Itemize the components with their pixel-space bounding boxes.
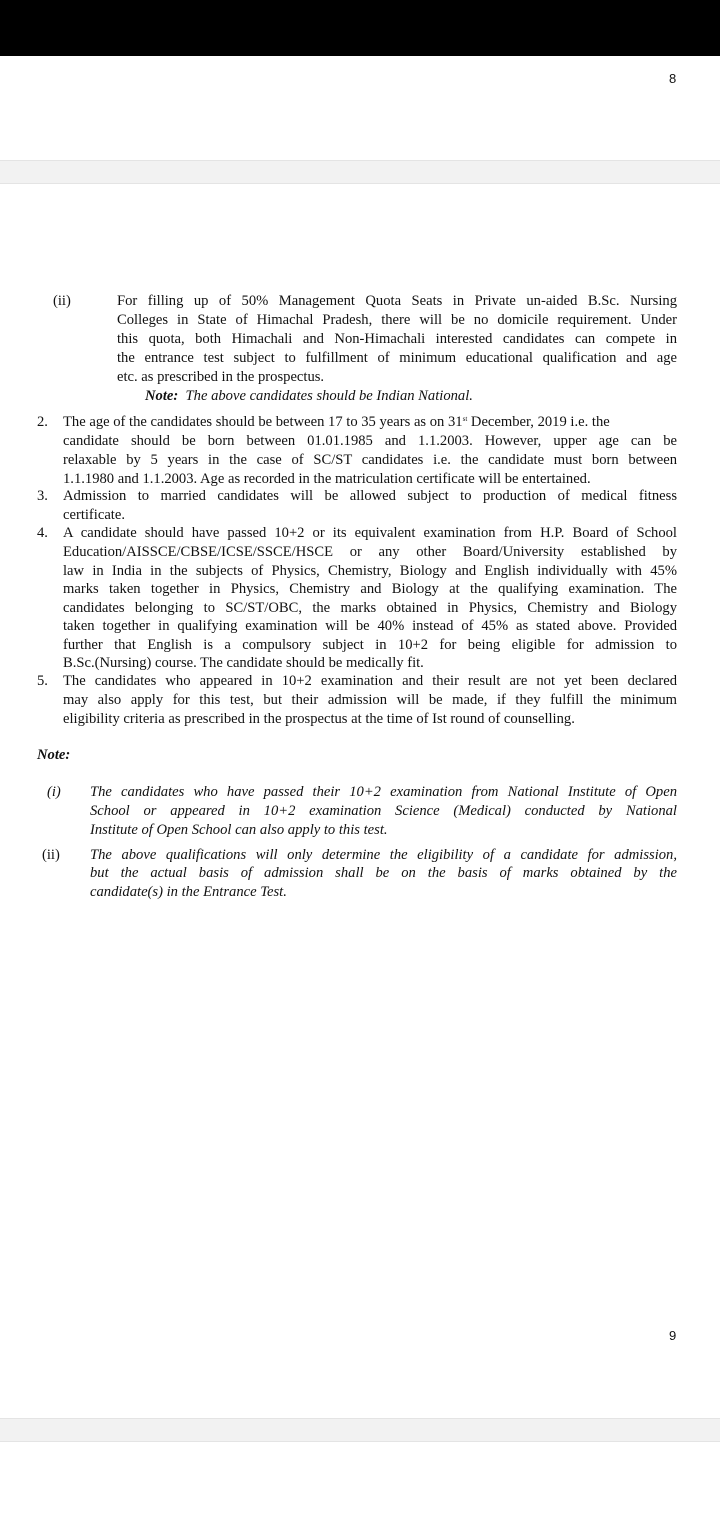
item-4-line: Education/AISSCE/CBSE/ICSE/SSCE/HSCE or any other Board/University established by [63, 544, 677, 560]
item-ii-line: the entrance test subject to fulfillment of minimum educational qualification and age [117, 350, 677, 366]
item-3-line: certificate. [63, 507, 125, 523]
item-ii-line: For filling up of 50% Management Quota Seats in Private un-aided B.Sc. Nursing [117, 293, 677, 309]
item-2-line: 1.1.1980 and 1.1.2003. Age as recorded in the matriculation certificate will be entertained. [63, 471, 591, 487]
item-ii-note [145, 387, 473, 406]
item-5-line: The candidates who appeared in 10+2 examination and their result are not yet been declared [63, 673, 677, 689]
item-4-line: candidates belonging to SC/ST/OBC, the marks obtained in Physics, Chemistry and Biology [63, 600, 677, 616]
page-separator [0, 1418, 720, 1442]
note-heading: Note: [37, 747, 71, 763]
note-ii-line: candidate(s) in the Entrance Test. [90, 884, 287, 900]
item-ii-marker: (ii) [53, 293, 71, 309]
item-4-line: taken together in qualifying examination will be 40% instead of 45% as stated above. Provided [63, 618, 677, 634]
item-2-line: candidate should be born between 01.01.1985 and 1.1.2003. However, upper age can be [63, 433, 677, 449]
note-ii-line: but the actual basis of admission shall be on the basis of marks obtained by the [90, 865, 677, 881]
note-text: The above candidates should be Indian National. [185, 388, 473, 404]
note-ii-line: The above qualifications will only determine the eligibility of a candidate for admission, [90, 847, 677, 863]
item-2-line [63, 413, 610, 432]
status-bar [0, 0, 720, 56]
item-2-text: The age of the candidates should be between 17 to 35 years as on 31 [63, 414, 463, 430]
note-i-line: School or appeared in 10+2 examination Science (Medical) conducted by National [90, 803, 677, 819]
page-number: 9 [669, 1328, 677, 1343]
item-2-text: December, 2019 i.e. the [467, 414, 610, 430]
item-3-line: Admission to married candidates will be allowed subject to production of medical fitness [63, 488, 677, 504]
item-ii-line: Colleges in State of Himachal Pradesh, there will be no domicile requirement. Under [117, 312, 677, 328]
item-5-line: may also apply for this test, but their admission will be made, if they fulfill the minimum [63, 692, 677, 708]
item-2-line: relaxable by 5 years in the case of SC/ST candidates i.e. the candidate must born between [63, 452, 677, 468]
item-4-line: marks taken together in Physics, Chemistry and Biology at the qualifying examination. The [63, 581, 677, 597]
item-4-line: further that English is a compulsory subject in 10+2 for being eligible for admission to [63, 637, 677, 653]
note-i-line: The candidates who have passed their 10+2 examination from National Institute of Open [90, 784, 677, 800]
note-label: Note: [145, 388, 179, 404]
item-4-line: law in India in the subjects of Physics, Chemistry, Biology and English individually with 45% [63, 563, 677, 579]
item-ii-line: this quota, both Himachali and Non-Himachali interested candidates can compete in [117, 331, 677, 347]
item-ii-line: etc. as prescribed in the prospectus. [117, 369, 325, 385]
item-3-number: 3. [37, 488, 48, 504]
item-4-number: 4. [37, 525, 48, 541]
note-i-marker: (i) [47, 784, 61, 800]
item-2-number: 2. [37, 414, 48, 430]
page-number: 8 [669, 71, 677, 86]
item-4-line: B.Sc.(Nursing) course. The candidate should be medically fit. [63, 655, 424, 671]
page-separator [0, 160, 720, 184]
superscript: st [462, 415, 468, 423]
note-ii-marker: (ii) [42, 847, 60, 863]
item-5-line: eligibility criteria as prescribed in the prospectus at the time of Ist round of counselling. [63, 711, 575, 727]
note-i-line: Institute of Open School can also apply to this test. [90, 822, 388, 838]
item-5-number: 5. [37, 673, 48, 689]
item-4-line: A candidate should have passed 10+2 or its equivalent examination from H.P. Board of School [63, 525, 677, 541]
